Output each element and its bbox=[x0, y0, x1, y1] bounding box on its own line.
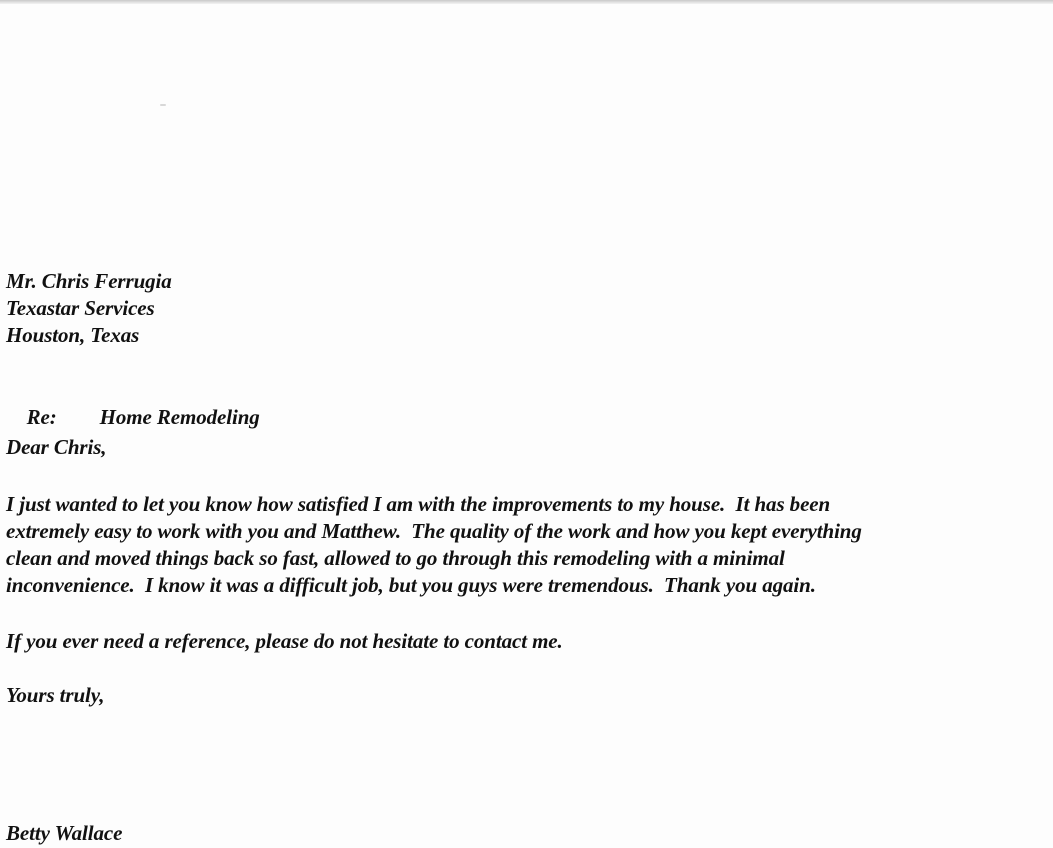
closing: Yours truly, bbox=[6, 683, 105, 707]
body-line: I just wanted to let you know how satisfied I am with the improvements to my house. It has been bbox=[6, 492, 831, 516]
recipient-company: Texastar Services bbox=[6, 296, 155, 320]
subject-label: Re: bbox=[26, 405, 57, 429]
subject-text: Home Remodeling bbox=[99, 405, 260, 429]
signature-name: Betty Wallace bbox=[6, 821, 123, 845]
body-paragraph-2: If you ever need a reference, please do not hesitate to contact me. bbox=[6, 629, 563, 653]
scan-speck bbox=[160, 104, 166, 106]
recipient-location: Houston, Texas bbox=[6, 323, 140, 347]
salutation: Dear Chris, bbox=[6, 435, 107, 459]
scan-top-edge bbox=[0, 0, 1053, 4]
body-line: extremely easy to work with you and Matthew. The quality of the work and how you kept everything bbox=[6, 519, 862, 543]
body-line: clean and moved things back so fast, allowed to go through this remodeling with a minimal bbox=[6, 546, 785, 570]
recipient-name: Mr. Chris Ferrugia bbox=[6, 269, 172, 293]
body-line: inconvenience. I know it was a difficult job, but you guys were tremendous. Thank you again. bbox=[6, 573, 816, 597]
